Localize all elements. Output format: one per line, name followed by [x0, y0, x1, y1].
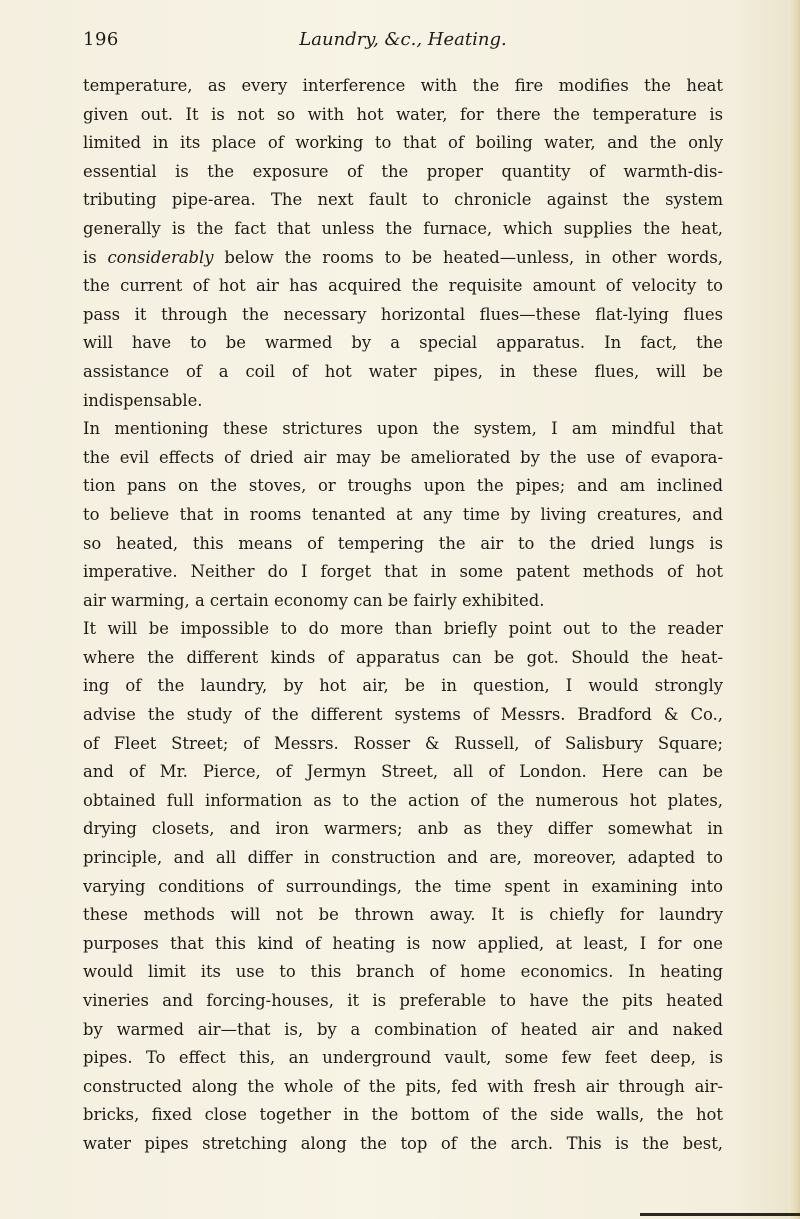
text-line: and of Mr. Pierce, of Jermyn Street, all of London. Here can be: [83, 762, 723, 782]
text-line: to believe that in rooms tenanted at any time by living creatures, and: [83, 504, 723, 524]
text-line: tion pans on the stoves, or troughs upon the pipes; and am inclined: [83, 476, 723, 496]
text-line: ing of the laundry, by hot air, be in question, I would strongly: [83, 676, 723, 696]
page-header: [83, 26, 723, 54]
text-segment: below the rooms to be heated—unless, in other words,: [213, 247, 723, 267]
text-line: principle, and all differ in construction and are, moreover, adapted to: [83, 848, 723, 868]
text-line: air warming, a certain economy can be fairly exhibited.: [83, 590, 545, 610]
text-line: bricks, fixed close together in the bottom of the side walls, the hot: [83, 1105, 723, 1125]
text-line: pass it through the necessary horizontal flues—these flat-lying flues: [83, 304, 723, 324]
text-line: [83, 244, 723, 273]
page-number: 196: [83, 29, 119, 50]
text-line: of Fleet Street; of Messrs. Rosser & Russell, of Salisbury Square;: [83, 733, 723, 753]
text-line: obtained full information as to the action of the numerous hot plates,: [83, 790, 723, 810]
text-line: purposes that this kind of heating is now applied, at least, I for one: [83, 933, 723, 953]
text-line: assistance of a coil of hot water pipes, in these flues, will be: [83, 361, 723, 381]
italic-word: considerably: [107, 247, 214, 267]
text-line: advise the study of the different systems of Messrs. Bradford & Co.,: [83, 705, 723, 725]
text-line: constructed along the whole of the pits, fed with fresh air through air-: [83, 1076, 723, 1096]
text-line: indispensable.: [83, 390, 203, 410]
text-line: varying conditions of surroundings, the time spent in examining into: [83, 876, 723, 896]
text-line: the evil effects of dried air may be ameliorated by the use of evapora-: [83, 447, 723, 467]
text-line: essential is the exposure of the proper quantity of warmth-dis-: [83, 161, 723, 181]
text-line: these methods will not be thrown away. It is chiefly for laundry: [83, 905, 723, 925]
text-line: In mentioning these strictures upon the system, I am mindful that: [83, 419, 723, 439]
text-line: pipes. To effect this, an underground vault, some few feet deep, is: [83, 1048, 723, 1068]
text-line: the current of hot air has acquired the requisite amount of velocity to: [83, 276, 723, 296]
text-line: by warmed air—that is, by a combination of heated air and naked: [83, 1019, 723, 1039]
text-segment: is: [83, 247, 108, 267]
text-line: temperature, as every interference with the fire modifies the heat: [83, 76, 723, 95]
text-line: given out. It is not so with hot water, for there the temperature is: [83, 104, 723, 124]
text-line: will have to be warmed by a special apparatus. In fact, the: [83, 333, 723, 353]
text-line: so heated, this means of tempering the air to the dried lungs is: [83, 533, 723, 553]
text-line: where the different kinds of apparatus can be got. Should the heat-: [83, 647, 723, 667]
text-line: would limit its use to this branch of home economics. In heating: [83, 962, 723, 982]
text-line: drying closets, and iron warmers; anb as they differ somewhat in: [83, 819, 723, 839]
page-edge-shadow: [788, 0, 800, 1219]
text-line: vineries and forcing-houses, it is preferable to have the pits heated: [83, 991, 723, 1010]
text-line: imperative. Neither do I forget that in some patent methods of hot: [83, 562, 723, 582]
text-line: It will be impossible to do more than briefly point out to the reader: [83, 619, 723, 639]
text-line: water pipes stretching along the top of the arch. This is the best,: [83, 1133, 723, 1153]
body-text: [83, 72, 723, 1159]
text-line: tributing pipe-area. The next fault to chronicle against the system: [83, 190, 723, 210]
bottom-rule: [640, 1213, 800, 1216]
text-line: limited in its place of working to that of boiling water, and the only: [83, 133, 723, 153]
text-line: generally is the fact that unless the furnace, which supplies the heat,: [83, 218, 723, 238]
running-head: Laundry, &c., Heating.: [299, 29, 507, 50]
